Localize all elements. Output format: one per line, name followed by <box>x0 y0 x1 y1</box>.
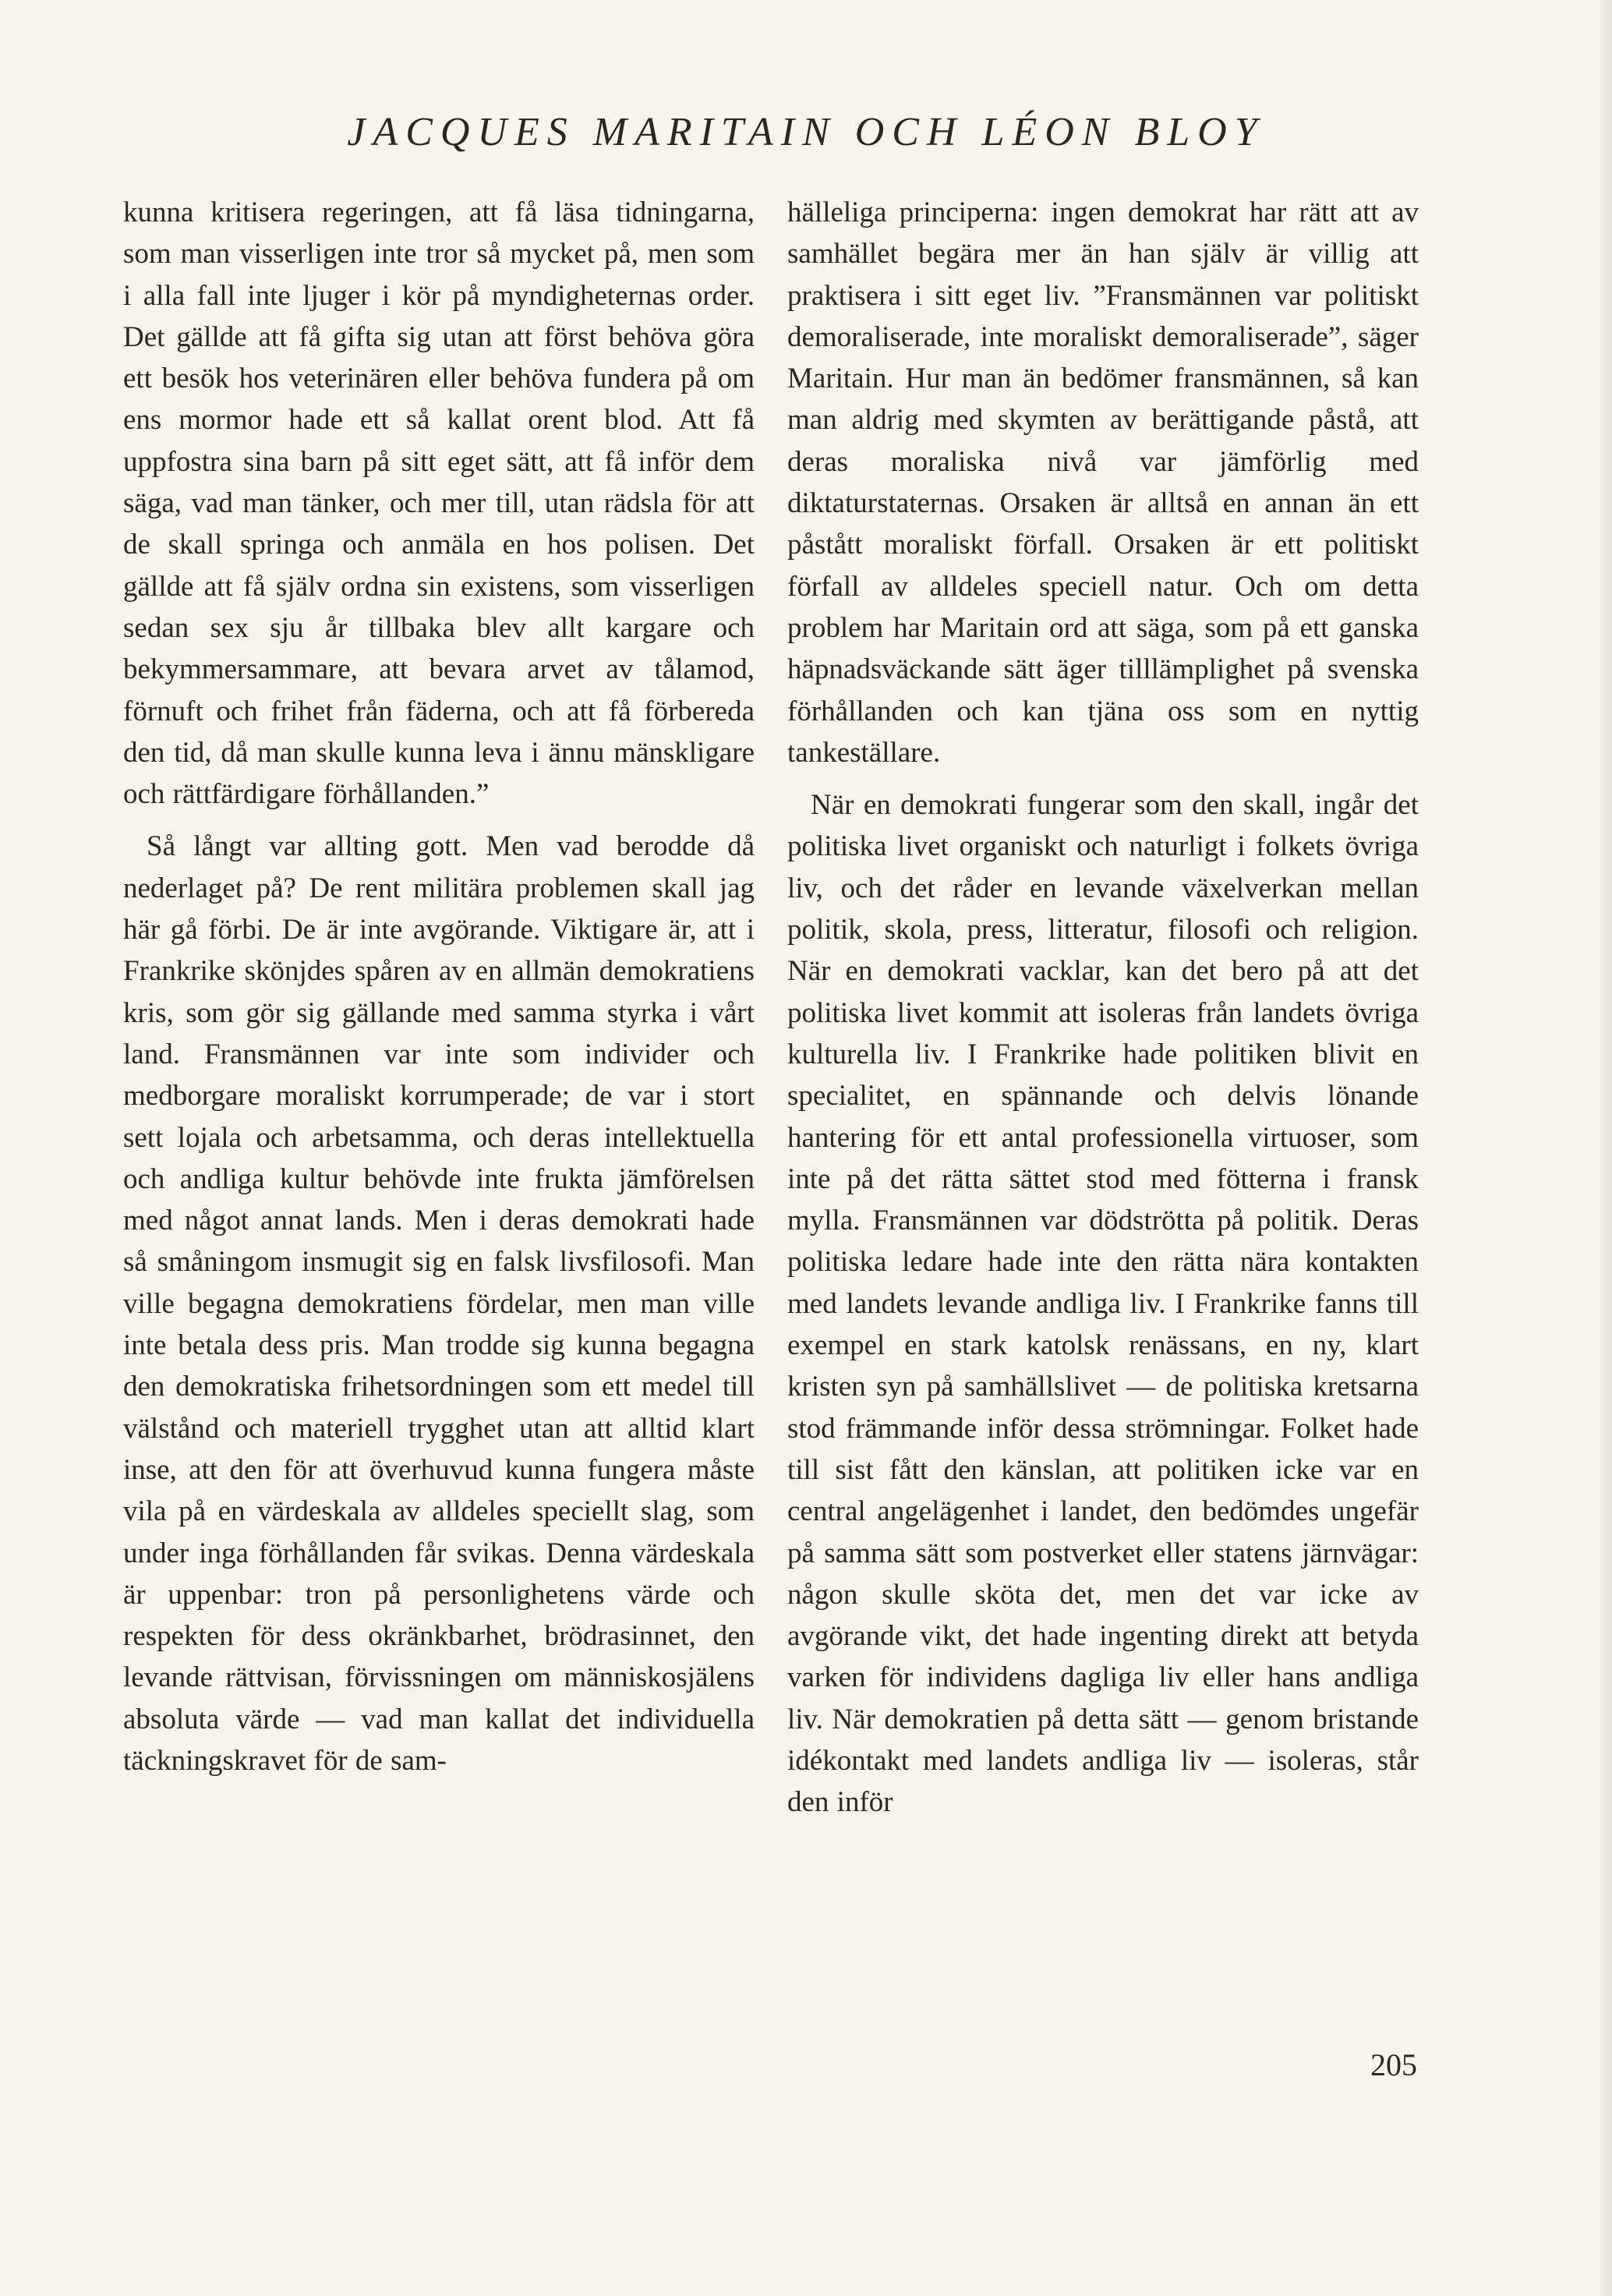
page-number: 205 <box>1370 2047 1417 2082</box>
left-column <box>123 192 755 1781</box>
left-paragraph-2: Så långt var allting gott. Men vad berodde då nederlaget på? De rent militära problemen skall jag här gå förbi. De är inte avgörande. Viktigare är, att i Frankrike skönjdes spåren av en allmän demokratiens kris, som gör sig gällande med samma styrka i vårt land. Fransmännen var inte som individer och medborgare moraliskt korrumperade; de var i stort sett lojala och arbetsamma, och deras intellektuella och andliga kultur behövde inte frukta jämförelsen med något annat lands. Men i deras demokrati hade så småningom insmugit sig en falsk livsfilosofi. Man ville begagna demokratiens fördelar, men man ville inte betala dess pris. Man trodde sig kunna begagna den demokratiska frihetsordningen som ett medel till välstånd och materiell trygghet utan att alltid klart inse, att den för att överhuvud kunna fungera måste vila på en värdeskala av alldeles speciellt slag, som under inga förhållanden får svikas. Denna värdeskala är uppenbar: tron på personlighetens värde och respekten för dess okränkbarhet, brödrasinnet, den levande rättvisan, förvissningen om människosjälens absoluta värde — vad man kallat det individuella täckningskravet för de sam- <box>123 830 755 1777</box>
left-paragraph-1: kunna kritisera regeringen, att få läsa tidningarna, som man visserligen inte tror så mycket på, men som i alla fall inte ljuger i kör på myndigheternas order. Det gällde att få gifta sig utan att först behöva göra ett besök hos veterinären eller behöva fundera på om ens mormor hade ett så kallat orent blod. Att få uppfostra sina barn på sitt eget sätt, att få inför dem säga, vad man tänker, och mer till, utan rädsla för att de skall springa och anmäla en hos polisen. Det gällde att få själv ordna sin existens, som visserligen sedan sex sju år tillbaka blev allt kargare och bekymmersammare, att bevara arvet av tålamod, förnuft och frihet från fäderna, och att få förbereda den tid, då man skulle kunna leva i ännu mänskligare och rättfärdigare förhållanden.” <box>123 196 755 811</box>
right-paragraph-2: När en demokrati fungerar som den skall, ingår det politiska livet organiskt och naturligt i folkets övriga liv, och det råder en levande växelverkan mellan politik, skola, press, litteratur, filosofi och religion. När en demokrati vacklar, kan det bero på att det politiska livet kommit att isoleras från landets övriga kulturella liv. I Frankrike hade politiken blivit en specialitet, en spännande och delvis lönande hantering för ett antal professionella virtuoser, som inte på det rätta sättet stod med fötterna i fransk mylla. Fransmännen var dödströtta på politik. Deras politiska ledare hade inte den rätta nära kontakten med landets levande andliga liv. I Frankrike fanns till exempel en stark katolsk renässans, en ny, klart kristen syn på samhällslivet — de politiska kretsarna stod främmande inför dessa strömningar. Folket hade till sist fått den känslan, att politiken icke var en central angelägenhet i landet, den bedömdes ungefär på samma sätt som postverket eller statens järnvägar: någon skulle sköta det, men det var icke av avgörande vikt, det hade ingenting direkt att betyda varken för individens dagliga liv eller hans andliga liv. När demokratien på detta sätt — genom bristande idékontakt med landets andliga liv — isoleras, står den inför <box>787 789 1419 1819</box>
running-head: JACQUES MARITAIN OCH LÉON BLOY <box>347 110 1265 154</box>
page-edge-shadow <box>1598 0 1612 2296</box>
right-paragraph-1: hälleliga principerna: ingen demokrat har rätt att av samhället begära mer än han själv är villig att praktisera i sitt eget liv. ”Fransmännen var politiskt demoraliserade, inte moraliskt demoraliserade”, säger Maritain. Hur man än bedömer fransmännen, så kan man aldrig med skymten av berättigande påstå, att deras moraliska nivå var jämförlig med diktaturstaternas. Orsaken är alltså en annan än ett påstått moraliskt förfall. Orsaken är ett politiskt förfall av alldeles speciell natur. Och om detta problem har Maritain ord att säga, som på ett ganska häpnadsväckande sätt äger tilllämplighet på svenska förhållanden och kan tjäna oss som en nyttig tankeställare. <box>787 196 1419 769</box>
right-column <box>787 192 1419 1824</box>
